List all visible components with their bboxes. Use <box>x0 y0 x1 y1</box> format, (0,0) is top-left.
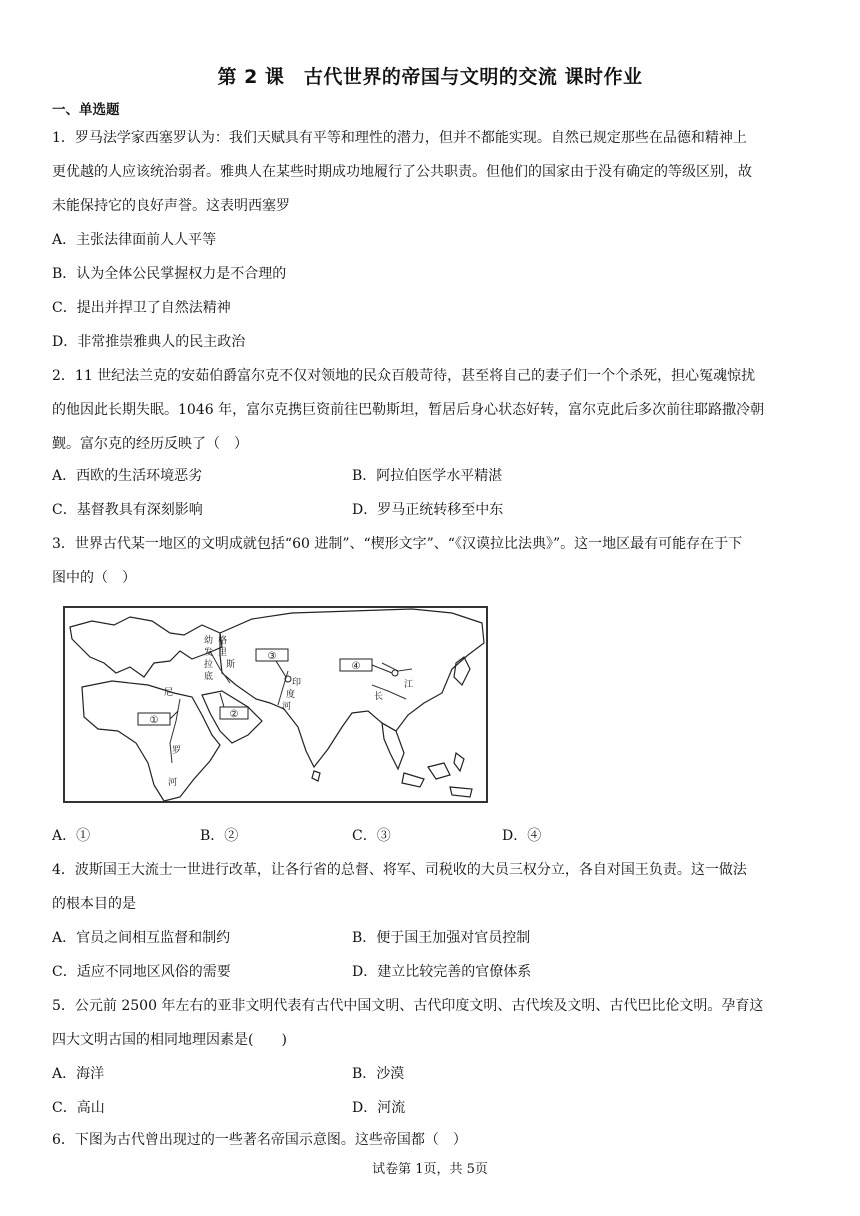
q3-line-2: 图中的（ ） <box>52 570 136 586</box>
q4-option-b[interactable]: B．便于国王加强对官员控制 <box>352 930 531 946</box>
q5-option-a[interactable]: A．海洋 <box>52 1066 105 1082</box>
q2-line-1: 2．11 世纪法兰克的安茹伯爵富尔克不仅对领地的民众百般苛待，甚至将自己的妻子们一个个杀死，担心冤魂惊扰 <box>52 368 756 384</box>
nile-char-3: 河 <box>168 778 178 788</box>
europe-landmass <box>70 617 222 677</box>
page-title: 第 2 课 古代世界的帝国与文明的交流 课时作业 <box>217 66 643 88</box>
q3-option-b[interactable]: B．② <box>200 828 239 844</box>
q1-option-b[interactable]: B．认为全体公民掌握权力是不合理的 <box>52 266 287 282</box>
q1-line-1: 1．罗马法学家西塞罗认为：我们天赋具有平等和理性的潜力，但并不都能实现。自然已规定那些在品德和精神上 <box>52 130 747 146</box>
map-label-3 <box>256 649 291 682</box>
map-label-2 <box>220 693 248 720</box>
svg-text:①: ① <box>149 715 159 726</box>
svg-text:③: ③ <box>267 651 277 662</box>
q4-option-d[interactable]: D．建立比较完善的官僚体系 <box>352 964 532 980</box>
q5-option-c[interactable]: C．高山 <box>52 1100 105 1116</box>
q6-line-1: 6．下图为古代曾出现过的一些著名帝国示意图。这些帝国都（ ） <box>52 1132 467 1148</box>
q4-option-c[interactable]: C．适应不同地区风俗的需要 <box>52 964 231 980</box>
q2-option-b[interactable]: B．阿拉伯医学水平精湛 <box>352 468 503 484</box>
q2-line-3: 觐。富尔克的经历反映了（ ） <box>52 436 248 452</box>
q4-line-1: 4．波斯国王大流士一世进行改革，让各行省的总督、将军、司税收的大员三权分立，各自对国王负责。这一做法 <box>52 862 747 878</box>
indonesia-islands <box>402 753 472 797</box>
indus-char-1: 印 <box>292 678 302 688</box>
tigris-char-3: 斯 <box>226 660 236 670</box>
q5-line-1: 5．公元前 2500 年左右的亚非文明代表有古代中国文明、古代印度文明、古代埃及文明、古代巴比伦文明。孕育这 <box>52 998 764 1014</box>
nile-char-2: 罗 <box>172 746 182 756</box>
q1-line-3: 未能保持它的良好声誉。这表明西塞罗 <box>52 198 290 214</box>
euphrates-char-3: 拉 <box>204 660 214 670</box>
section-heading: 一、单选题 <box>52 102 120 118</box>
euphrates-char-1: 幼 <box>204 636 214 646</box>
q4-line-2: 的根本目的是 <box>52 896 136 912</box>
svg-text:②: ② <box>229 709 239 720</box>
svg-text:④: ④ <box>351 661 361 672</box>
map-label-1 <box>138 711 178 726</box>
q4-option-a[interactable]: A．官员之间相互监督和制约 <box>52 930 231 946</box>
sri-lanka-island <box>312 771 320 781</box>
q1-option-d[interactable]: D．非常推崇雅典人的民主政治 <box>52 334 246 350</box>
southeast-asia-landmass <box>382 723 404 769</box>
yellow-river <box>382 663 412 671</box>
world-map-figure <box>52 603 490 808</box>
euphrates-char-4: 底 <box>204 672 214 682</box>
map-label-4 <box>340 659 398 676</box>
indus-char-3: 河 <box>282 702 292 712</box>
nile-char-1: 尼 <box>164 688 174 698</box>
q1-option-a[interactable]: A．主张法律面前人人平等 <box>52 232 217 248</box>
q2-option-d[interactable]: D．罗马正统转移至中东 <box>352 502 504 518</box>
yangtze-char-2: 江 <box>404 680 414 690</box>
map-frame <box>64 607 487 802</box>
q5-line-2: 四大文明古国的相同地理因素是( ) <box>52 1032 287 1048</box>
q1-option-c[interactable]: C．提出并捍卫了自然法精神 <box>52 300 231 316</box>
q2-option-c[interactable]: C．基督教具有深刻影响 <box>52 502 203 518</box>
q3-option-a[interactable]: A．① <box>52 828 91 844</box>
africa-landmass <box>82 681 220 801</box>
q3-option-c[interactable]: C．③ <box>352 828 391 844</box>
q2-line-2: 的他因此长期失眠。1046 年，富尔克携巨资前往巴勒斯坦，暂居后身心状态好转，富尔克此后多次前往耶路撒冷朝 <box>52 402 765 418</box>
page-footer: 试卷第 1页，共 5页 <box>372 1162 488 1177</box>
q3-line-1: 3．世界古代某一地区的文明成就包括“60 进制”、“楔形文字”、“《汉谟拉比法典》”。这一地区最有可能存在于下 <box>52 536 743 552</box>
q5-option-d[interactable]: D．河流 <box>352 1100 406 1116</box>
asia-landmass <box>220 609 484 767</box>
japan-island <box>454 657 470 685</box>
q1-line-2: 更优越的人应该统治弱者。雅典人在某些时期成功地履行了公共职责。但他们的国家由于没有确定的等级区别，故 <box>52 164 752 180</box>
q3-option-d[interactable]: D．④ <box>502 828 542 844</box>
tigris-char-1: 格 <box>218 636 228 646</box>
q2-option-a[interactable]: A．西欧的生活环境恶劣 <box>52 468 203 484</box>
euphrates-char-2: 发 <box>204 648 214 658</box>
tigris-char-2: 里 <box>218 648 228 658</box>
q5-option-b[interactable]: B．沙漠 <box>352 1066 405 1082</box>
indus-char-2: 度 <box>286 690 296 700</box>
yangtze-char-1: 长 <box>374 692 384 702</box>
